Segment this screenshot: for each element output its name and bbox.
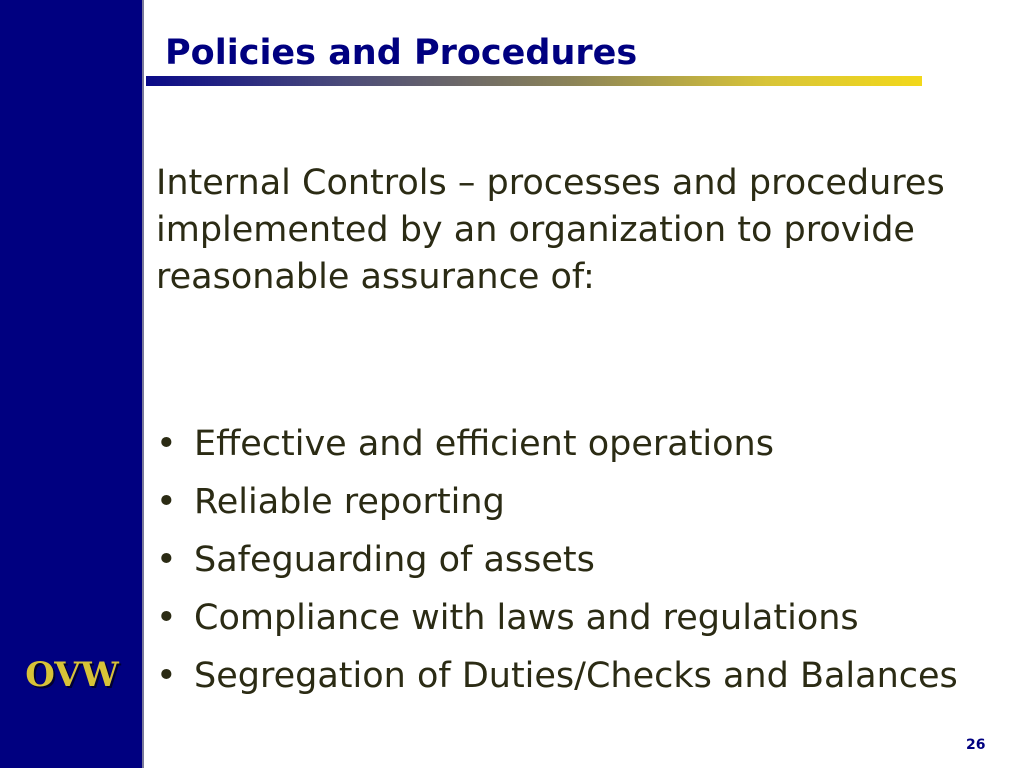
bullet-text: Compliance with laws and regulations — [194, 598, 859, 638]
bullet-dot-icon: • — [156, 482, 177, 522]
bullet-text: Reliable reporting — [194, 482, 505, 522]
slide-title: Policies and Procedures — [165, 33, 638, 73]
title-underline-rule — [146, 76, 922, 86]
bullet-dot-icon: • — [156, 424, 177, 464]
bullet-item — [156, 415, 1006, 473]
ovw-logo: OVW — [25, 655, 119, 695]
intro-paragraph: Internal Controls – processes and procedures implemented by an organization to provide reasonable assurance of: — [156, 163, 945, 297]
page-number: 26 — [966, 737, 986, 753]
bullet-dot-icon: • — [156, 656, 177, 696]
bullet-text: Effective and efficient operations — [194, 424, 774, 464]
left-sidebar-band — [0, 0, 144, 768]
bullet-item — [156, 473, 1006, 531]
bullet-dot-icon: • — [156, 598, 177, 638]
bullet-list — [156, 415, 1006, 700]
bullet-text: Segregation of Duties/Checks and Balances — [194, 656, 958, 696]
bullet-dot-icon: • — [156, 540, 177, 580]
bullet-item — [156, 652, 1006, 700]
bullet-text: Safeguarding of assets — [194, 540, 595, 580]
bullet-item — [156, 531, 1006, 589]
bullet-item — [156, 589, 1006, 647]
